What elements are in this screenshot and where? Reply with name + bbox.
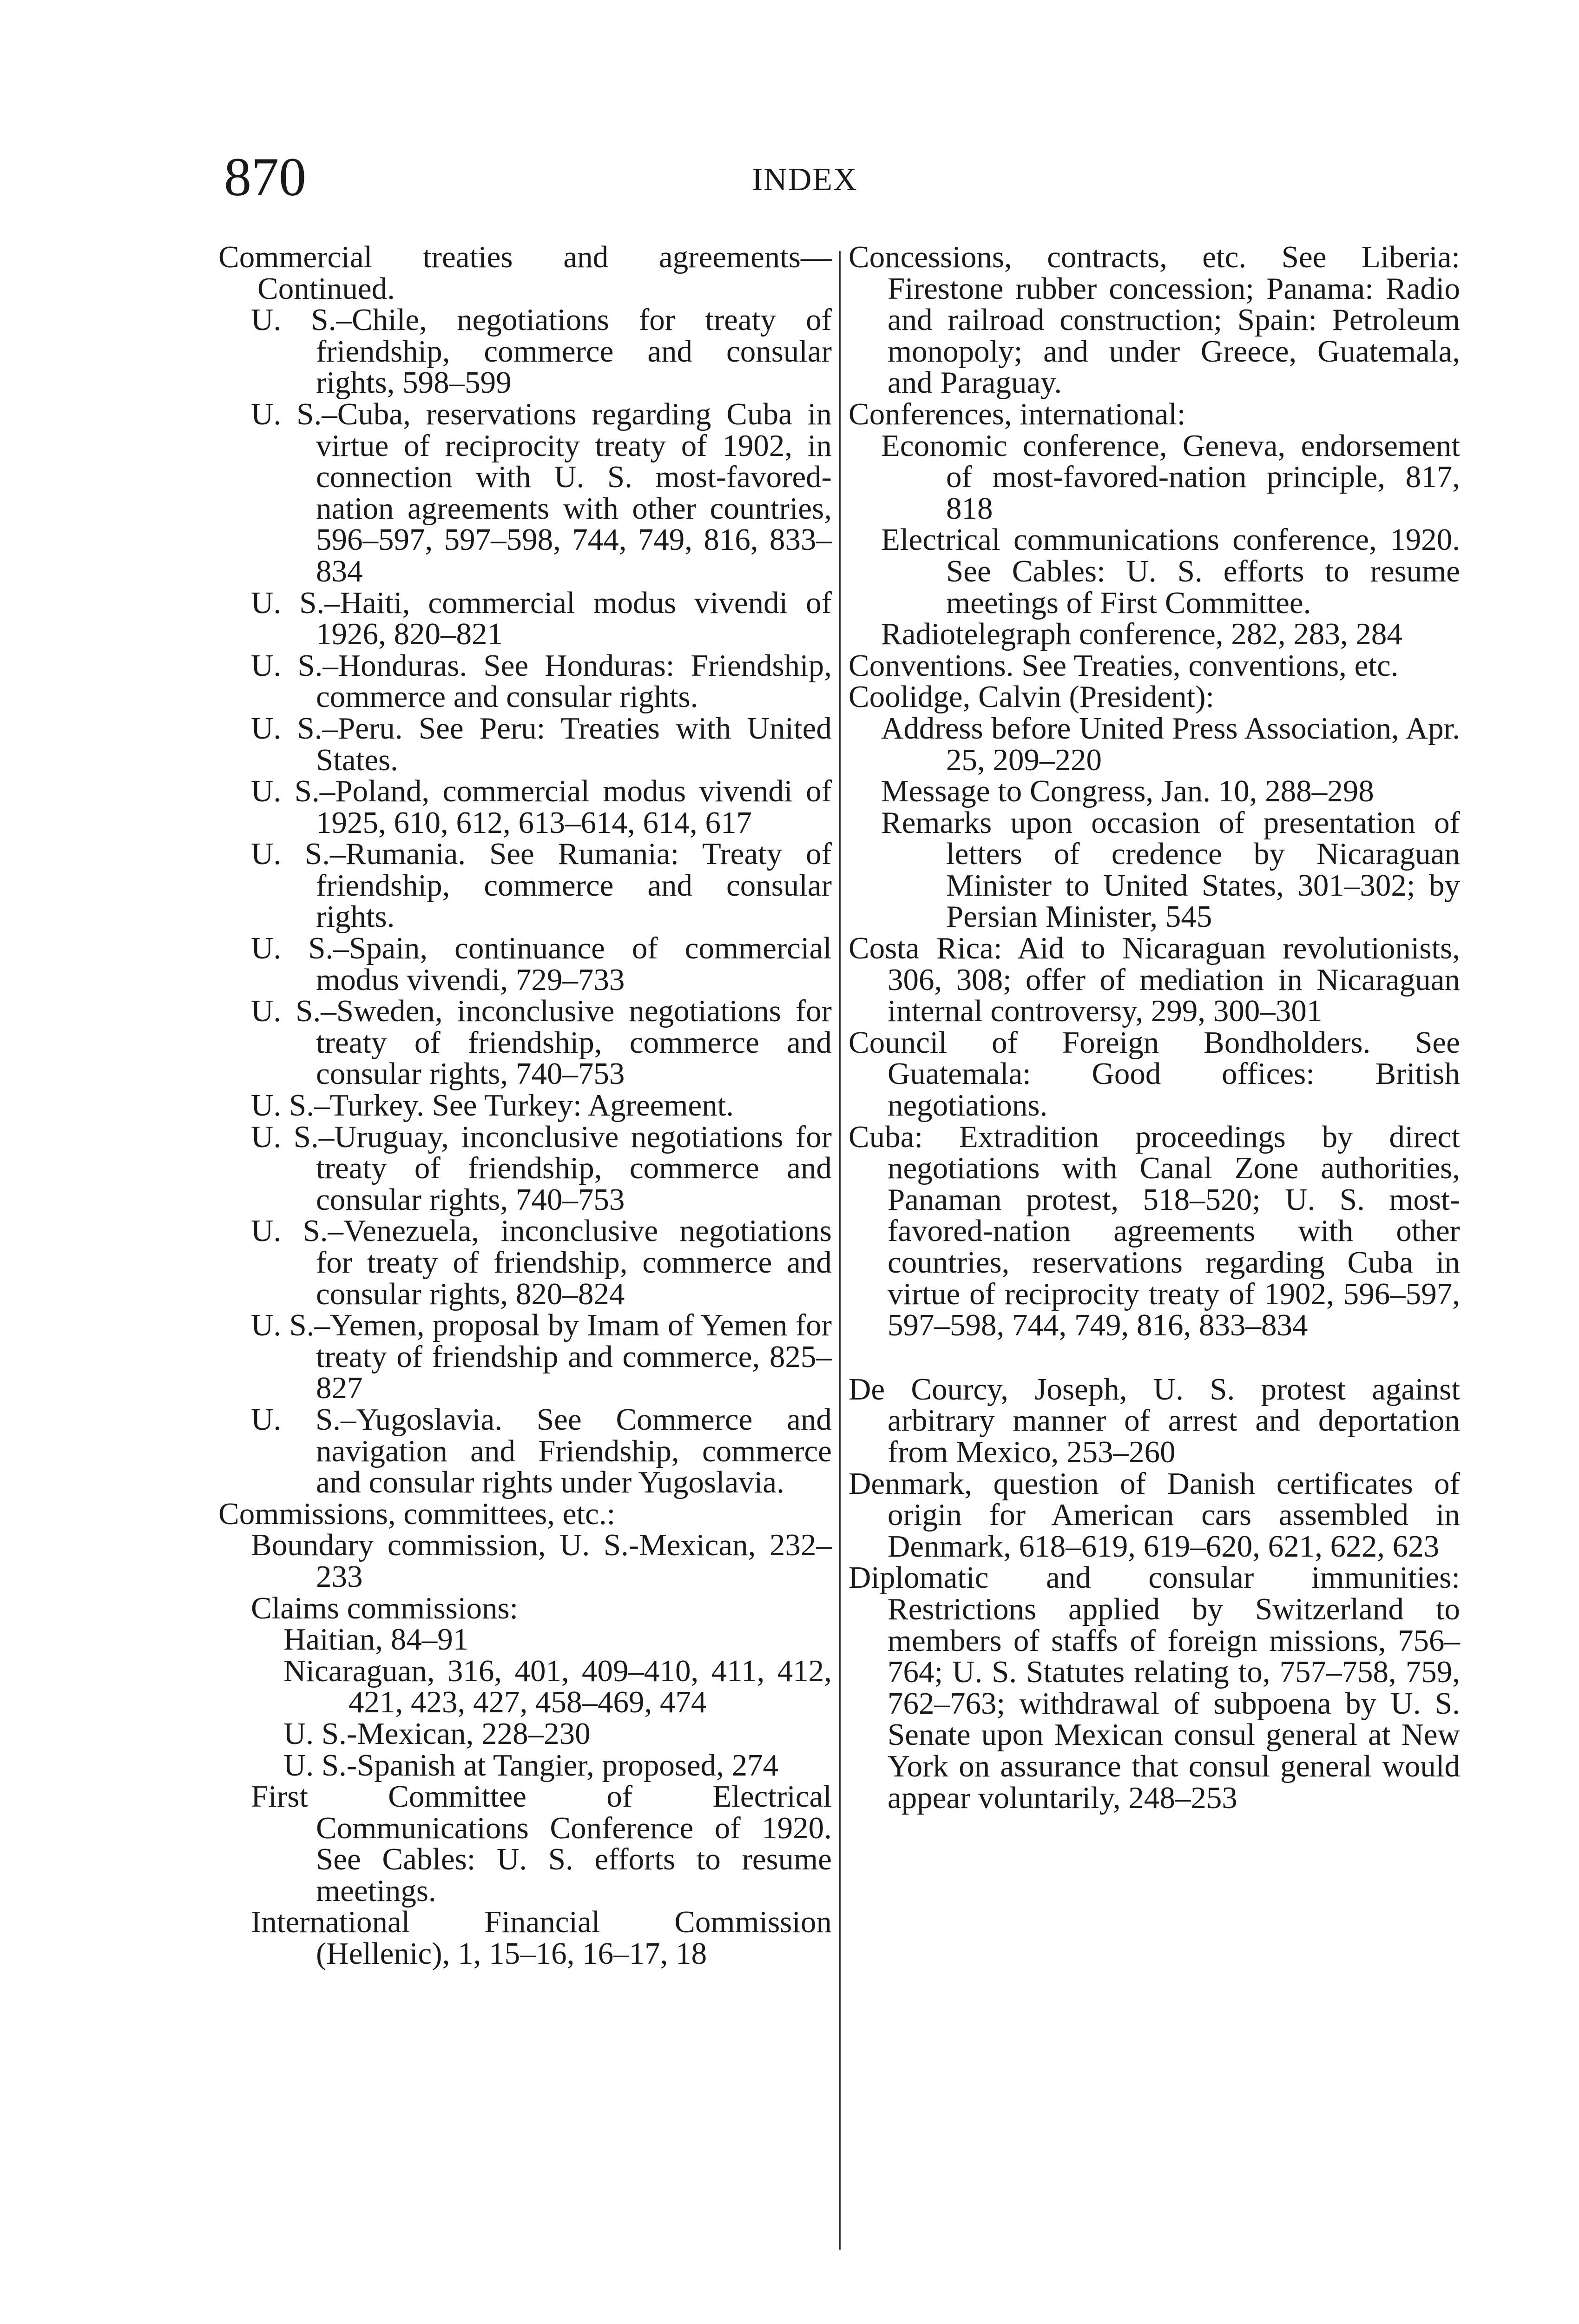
index-subentry: Message to Congress, Jan. 10, 288–298 — [881, 774, 1374, 809]
index-subentry: Address before United Press Association, Apr. 25, 209–220 — [881, 711, 1460, 777]
index-entry: Conferences, international: — [849, 396, 1186, 431]
index-entry: Denmark, question of Danish certificates of origin for American cars assembled in Denmark, 618–619, 619–620, 621, 622, 623 — [849, 1466, 1460, 1564]
index-subentry: U. S.–Peru. See Peru: Treaties with United States. — [251, 711, 832, 777]
index-subentry: U. S.-Mexican, 228–230 — [283, 1716, 591, 1751]
index-subentry: U. S.–Honduras. See Honduras: Friendship, commerce and consular rights. — [251, 648, 832, 714]
running-head: INDEX — [752, 162, 858, 198]
index-subentry: Nicaraguan, 316, 401, 409–410, 411, 412, 421, 423, 427, 458–469, 474 — [283, 1653, 832, 1720]
index-subentry: U. S.–Yugoslavia. See Commerce and navigation and Friendship, commerce and consular rights under Yugoslavia. — [251, 1402, 832, 1500]
page-number: 870 — [224, 146, 306, 207]
index-subentry: Claims commissions: — [251, 1591, 519, 1625]
index-subentry: Electrical communications conference, 1920. See Cables: U. S. efforts to resume meetings of First Committee. — [881, 522, 1460, 620]
index-subentry: First Committee of Electrical Communications Conference of 1920. See Cables: U. S. efforts to resume meetings. — [251, 1779, 832, 1908]
index-entry: Coolidge, Calvin (President): — [849, 680, 1215, 714]
index-subentry: U. S.–Spain, continuance of commercial modus vivendi, 729–733 — [251, 931, 832, 997]
index-entry: Conventions. See Treaties, conventions, etc. — [849, 648, 1399, 683]
index-entry: Costa Rica: Aid to Nicaraguan revolutionists, 306, 308; offer of mediation in Nicaraguan internal controversy, 299, 300–301 — [849, 931, 1460, 1029]
index-subentry: Economic conference, Geneva, endorsement of most-favored-nation principle, 817, 818 — [881, 428, 1460, 526]
index-subentry: U. S.–Cuba, reservations regarding Cuba in virtue of reciprocity treaty of 1902, in connection with U. S. most-favored-nation agreements with other countries, 596–597, 597–598, 744, 749, 816, 833–834 — [251, 396, 832, 588]
entry-spacer — [849, 1341, 1460, 1374]
index-entry: Cuba: Extradition proceedings by direct negotiations with Canal Zone authorities, Panaman protest, 518–520; U. S. most-favored-nation agreements with other countries, reservations regarding Cuba in virtue of reciprocity treaty of 1902, 596–597, 597–598, 744, 749, 816, 833–834 — [849, 1119, 1460, 1343]
column-rule — [839, 251, 841, 2250]
index-subentry: U. S.–Turkey. See Turkey: Agreement. — [251, 1088, 734, 1123]
index-subentry: U. S.–Chile, negotiations for treaty of friendship, commerce and consular rights, 598–599 — [251, 303, 832, 400]
index-subentry: U. S.–Sweden, inconclusive negotiations for treaty of friendship, commerce and consular rights, 740–753 — [251, 994, 832, 1091]
index-subentry: U. S.–Rumania. See Rumania: Treaty of friendship, commerce and consular rights. — [251, 837, 832, 934]
index-subentry: Haitian, 84–91 — [283, 1622, 469, 1657]
index-subentry: Boundary commission, U. S.-Mexican, 232–233 — [251, 1528, 832, 1594]
index-subentry: International Financial Commission (Hellenic), 1, 15–16, 16–17, 18 — [251, 1905, 832, 1971]
index-subentry: U. S.–Uruguay, inconclusive negotiations for treaty of friendship, commerce and consular rights, 740–753 — [251, 1119, 832, 1217]
index-subentry: U. S.–Haiti, commercial modus vivendi of 1926, 820–821 — [251, 585, 832, 652]
index-subentry: Remarks upon occasion of presentation of letters of credence by Nicaraguan Minister to United States, 301–302; by Persian Minister, 545 — [881, 805, 1460, 934]
index-entry: De Courcy, Joseph, U. S. protest against arbitrary manner of arrest and deportation from Mexico, 253–260 — [849, 1372, 1460, 1469]
index-entry: Council of Foreign Bondholders. See Guatemala: Good offices: British negotiations. — [849, 1025, 1460, 1123]
index-subentry: U. S.-Spanish at Tangier, proposed, 274 — [283, 1748, 779, 1783]
index-entry: Concessions, contracts, etc. See Liberia: Firestone rubber concession; Panama: Radio and railroad construction; Spain: Petroleum monopoly; and under Greece, Guatemala, and Paraguay. — [849, 240, 1460, 400]
index-subentry: Radiotelegraph conference, 282, 283, 284 — [881, 617, 1402, 652]
index-subentry: U. S.–Venezuela, inconclusive negotiations for treaty of friendship, commerce and consular rights, 820–824 — [251, 1214, 832, 1311]
index-entry: Commissions, committees, etc.: — [218, 1496, 616, 1531]
index-entry: Diplomatic and consular immunities: Restrictions applied by Switzerland to members of staffs of foreign missions, 756–764; U. S. Statutes relating to, 757–758, 759, 762–763; withdrawal of subpoena by U. S. Senate upon Mexican consul general at New York on assurance that consul general would appear voluntarily, 248–253 — [849, 1560, 1460, 1815]
index-column-left — [218, 242, 832, 1970]
index-subentry: U. S.–Poland, commercial modus vivendi of 1925, 610, 612, 613–614, 614, 617 — [251, 774, 832, 840]
index-entry: Commercial treaties and agreements—Continued. — [218, 240, 832, 306]
index-column-right — [849, 242, 1460, 1814]
index-subentry: U. S.–Yemen, proposal by Imam of Yemen for treaty of friendship and commerce, 825–827 — [251, 1308, 832, 1406]
